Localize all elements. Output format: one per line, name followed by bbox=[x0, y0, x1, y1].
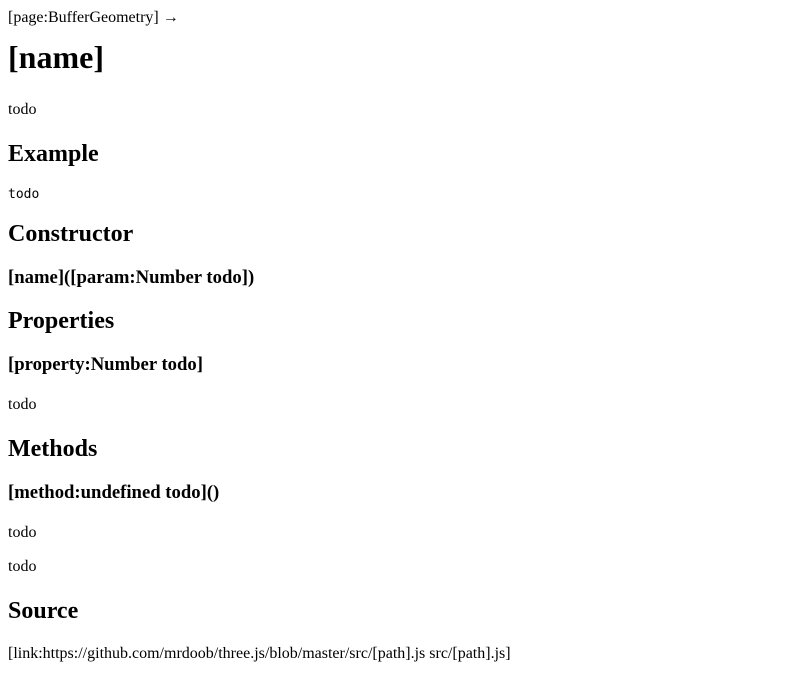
methods-heading: Methods bbox=[8, 436, 98, 462]
constructor-signature: [name]([param:Number todo]) bbox=[8, 267, 255, 288]
example-code: todo bbox=[8, 187, 40, 202]
doc-page bbox=[0, 8, 800, 663]
description-text: todo bbox=[8, 101, 37, 118]
page-title: [name] bbox=[8, 39, 104, 75]
method-item: [method:undefined todo]() bbox=[8, 482, 220, 503]
breadcrumb[interactable]: [page:BufferGeometry] → bbox=[8, 9, 179, 26]
method-note: todo bbox=[8, 558, 37, 575]
method-description: todo bbox=[8, 524, 37, 541]
source-link[interactable]: [link:https://github.com/mrdoob/three.js/blob/master/src/[path].js src/[path].js] bbox=[8, 645, 511, 662]
properties-heading: Properties bbox=[8, 308, 115, 334]
source-heading: Source bbox=[8, 598, 79, 624]
example-heading: Example bbox=[8, 141, 99, 167]
constructor-heading: Constructor bbox=[8, 221, 134, 247]
property-description: todo bbox=[8, 396, 37, 413]
property-item: [property:Number todo] bbox=[8, 354, 203, 375]
